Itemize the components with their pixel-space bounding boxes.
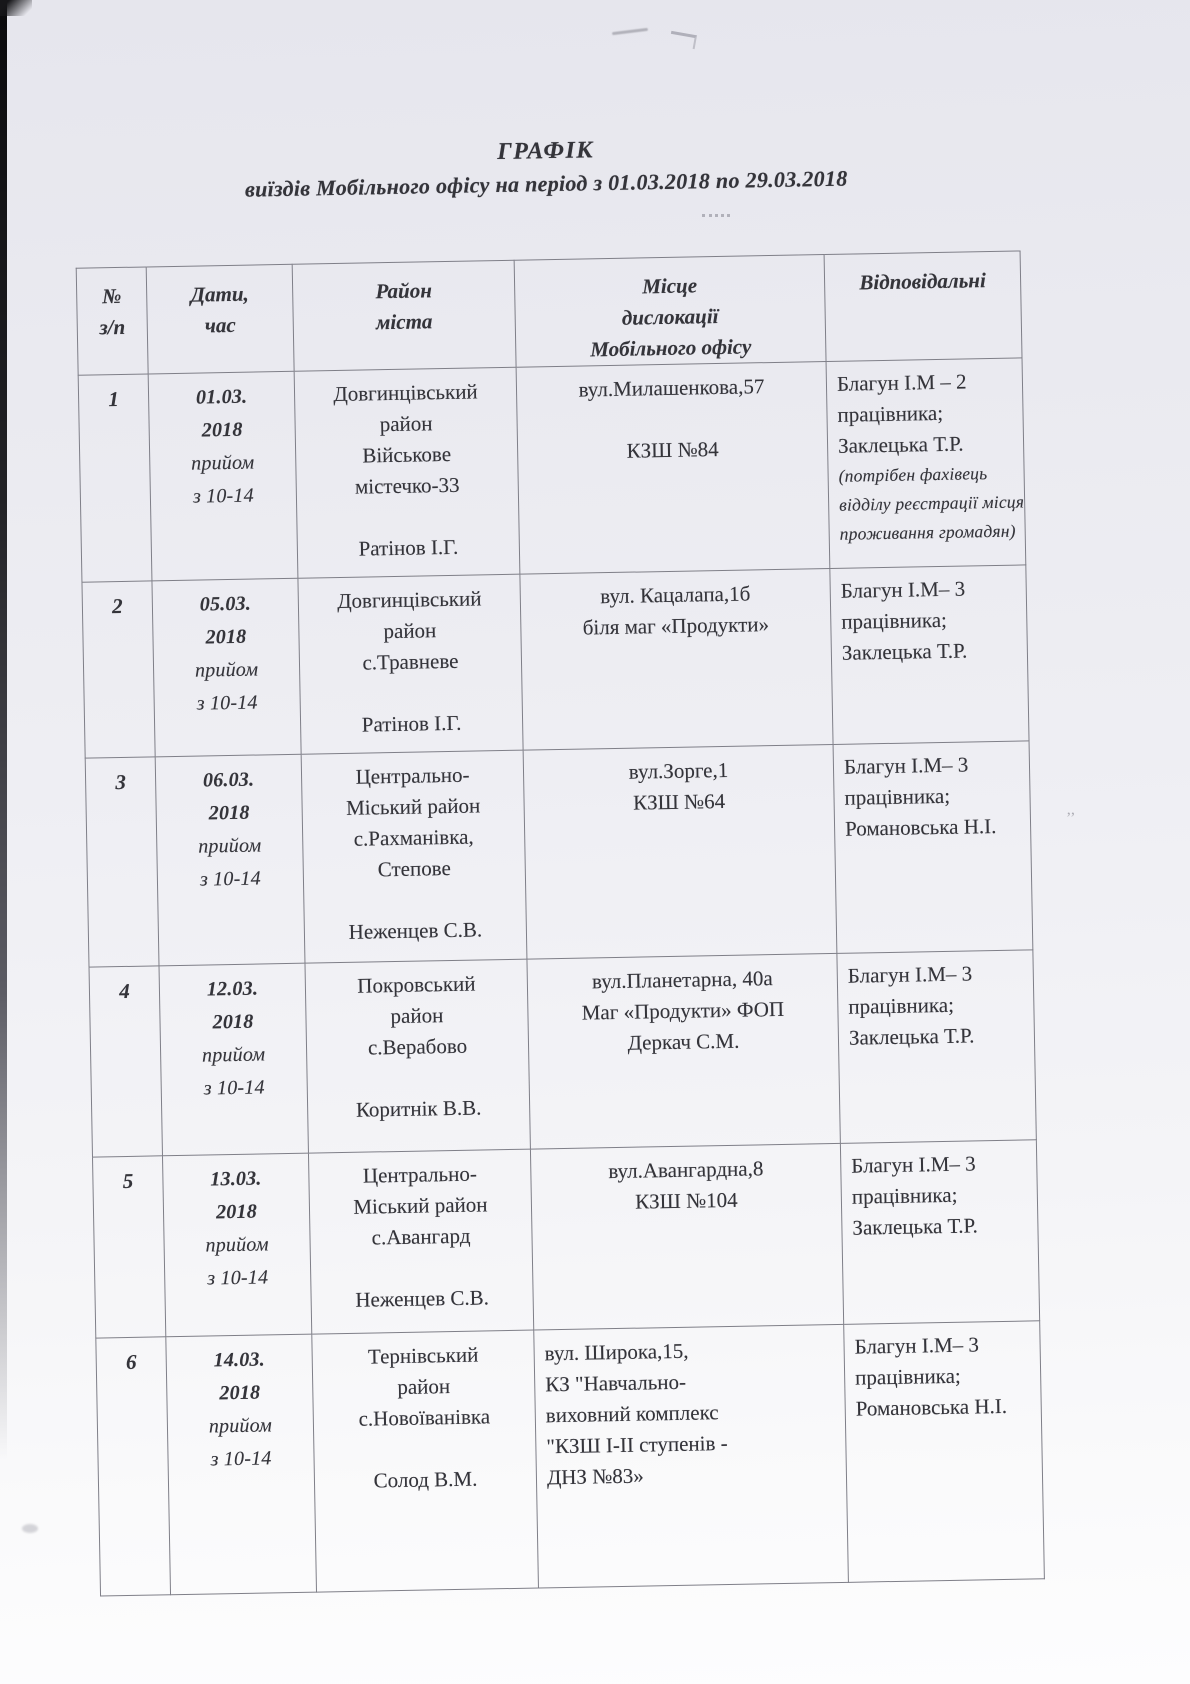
- text-line: з 10-14: [199, 867, 262, 891]
- text-line: прийом: [190, 451, 255, 475]
- district-cell: [301, 750, 527, 963]
- text-line: Ратінов І.Г.: [361, 710, 462, 737]
- smudge-mark: ’’: [1066, 810, 1076, 827]
- text-line: працівника;: [841, 607, 948, 634]
- text-line: КЗШ №84: [626, 437, 719, 463]
- text-line: міста: [375, 309, 433, 335]
- schedule-row: [92, 1140, 1039, 1338]
- text-line: прийом: [208, 1414, 273, 1438]
- text-line: з 10-14: [207, 1266, 269, 1290]
- responsible-cell: [840, 1140, 1039, 1325]
- text-line: ДНЗ №83»: [546, 1463, 644, 1490]
- text-line: з 10-14: [192, 484, 255, 508]
- header-date-time: [146, 264, 294, 374]
- row-number-cell: [85, 757, 159, 967]
- text-line: район: [379, 411, 433, 437]
- row-number-cell: [89, 966, 162, 1157]
- text-line: прийом: [198, 834, 262, 858]
- header-location: [514, 255, 826, 368]
- text-line: проживання громадян): [839, 520, 1016, 544]
- text-line: 2018: [212, 1010, 254, 1034]
- header-responsible: [824, 251, 1022, 362]
- blank-line: [297, 500, 519, 535]
- text-line: 12.03.: [206, 977, 259, 1001]
- text-line: Романовська Н.І.: [855, 1393, 1008, 1421]
- text-line: Центрально-: [362, 1161, 478, 1188]
- date-time-cell: [162, 1153, 311, 1337]
- text-line: 3: [115, 769, 127, 795]
- text-line: Довгинцівський: [336, 586, 482, 614]
- text-line: 2: [111, 593, 123, 619]
- location-cell: [520, 568, 833, 750]
- text-line: працівника;: [848, 992, 955, 1019]
- text-line: Благун І.М – 2: [836, 369, 967, 396]
- text-line: район: [390, 1003, 444, 1029]
- responsible-cell: [830, 565, 1029, 745]
- text-line: Благун І.М– 3: [840, 576, 966, 603]
- row-number-cell: [96, 1337, 171, 1596]
- location-cell: [530, 1143, 843, 1330]
- date-time-cell: [152, 578, 301, 757]
- text-line: "КЗШ І-ІІ ступенів -: [546, 1431, 728, 1459]
- blank-line: [311, 1251, 533, 1286]
- text-line: прийом: [194, 658, 259, 682]
- text-line: район: [383, 618, 437, 644]
- text-line: 5: [122, 1168, 134, 1194]
- text-line: працівника;: [837, 400, 944, 427]
- row-number-cell: [78, 374, 152, 582]
- text-line: дислокації: [621, 303, 719, 330]
- header-row-number: [76, 267, 148, 375]
- blank-line: [307, 1061, 529, 1096]
- smudge-mark: [669, 31, 697, 49]
- text-line: Коритнік В.В.: [355, 1095, 482, 1122]
- responsible-cell: [837, 950, 1036, 1144]
- text-line: 2018: [208, 801, 250, 825]
- text-line: с.Верабово: [367, 1033, 468, 1060]
- text-line: час: [204, 312, 236, 338]
- schedule-table-body: [78, 358, 1044, 1596]
- text-line: Ратінов І.Г.: [358, 534, 459, 561]
- district-cell: [308, 1149, 533, 1334]
- text-line: 13.03.: [210, 1167, 262, 1191]
- scanned-content: [73, 127, 1043, 1596]
- scanner-edge-shadow: [0, 0, 7, 1460]
- text-line: Неженцев С.В.: [348, 917, 483, 944]
- district-cell: [294, 367, 520, 578]
- blank-line: [300, 676, 522, 711]
- text-line: працівника;: [854, 1363, 961, 1390]
- blank-line: [314, 1432, 536, 1467]
- scanner-corner-shadow: [0, 0, 32, 16]
- schedule-row: [85, 741, 1033, 967]
- blank-line: [304, 883, 526, 918]
- schedule-row: [89, 950, 1036, 1157]
- date-time-cell: [148, 371, 298, 581]
- text-line: Міський район: [345, 793, 481, 820]
- text-line: 6: [125, 1349, 137, 1375]
- responsible-cell: [844, 1321, 1045, 1583]
- text-line: Заклецька Т.Р.: [837, 431, 964, 458]
- text-line: КЗ "Навчально-: [545, 1369, 687, 1397]
- text-line: з 10-14: [210, 1447, 272, 1471]
- text-line: 01.03.: [195, 385, 248, 409]
- schedule-table: [76, 250, 1045, 1596]
- text-line: Заклецька Т.Р.: [852, 1213, 979, 1240]
- table-header-row: [76, 251, 1022, 375]
- text-line: Довгинцівський: [333, 379, 478, 407]
- text-line: вул.Планетарна, 40а: [591, 966, 773, 994]
- header-district: [292, 260, 516, 371]
- schedule-row: [96, 1321, 1045, 1596]
- text-line: вул.Милашенкова,57: [578, 374, 765, 402]
- smudge-mark: [612, 28, 648, 35]
- text-line: вул.Авангардна,8: [608, 1156, 764, 1184]
- text-line: Заклецька Т.Р.: [841, 638, 968, 665]
- district-cell: [298, 574, 523, 754]
- text-line: Неженцев С.В.: [355, 1285, 490, 1312]
- document-subtitle: виїздів Мобільного офісу на період з 01.03.2018 по 29.03.2018: [244, 165, 848, 202]
- location-cell: [534, 1324, 849, 1588]
- text-line: Благун І.М– 3: [854, 1332, 980, 1359]
- text-line: Мобільного офісу: [590, 334, 752, 362]
- text-line: прийом: [201, 1043, 266, 1067]
- text-line: район: [397, 1374, 451, 1400]
- text-line: Міський район: [353, 1192, 488, 1219]
- text-line: Центрально-: [355, 762, 470, 789]
- text-line: Солод В.М.: [373, 1466, 478, 1493]
- text-line: 05.03.: [199, 592, 252, 616]
- district-cell: [312, 1330, 539, 1592]
- location-cell: [516, 362, 830, 575]
- text-line: (потрібен фахівець: [838, 463, 988, 486]
- responsible-cell: [826, 358, 1026, 569]
- text-line: вул. Кацалапа,1б: [600, 581, 751, 609]
- text-line: з 10-14: [196, 691, 258, 715]
- text-line: Військове: [362, 441, 452, 468]
- text-line: виховний комплекс: [545, 1400, 719, 1428]
- text-line: с.Новоїванівка: [358, 1404, 491, 1431]
- responsible-note: [838, 459, 1025, 549]
- text-line: 2018: [215, 1200, 258, 1224]
- text-line: 2018: [219, 1381, 261, 1405]
- row-number-cell: [82, 581, 155, 758]
- schedule-row: [82, 565, 1029, 758]
- text-line: №: [101, 283, 122, 309]
- text-line: 2018: [201, 418, 243, 442]
- text-line: 1: [108, 386, 120, 412]
- text-line: Заклецька Т.Р.: [848, 1023, 975, 1050]
- text-line: 14.03.: [213, 1348, 266, 1372]
- smudge-mark: [22, 1524, 38, 1533]
- text-line: 06.03.: [202, 768, 255, 792]
- district-cell: [305, 959, 530, 1153]
- date-time-cell: [155, 754, 305, 966]
- text-line: с.Авангард: [371, 1223, 471, 1250]
- text-line: Благун І.М– 3: [843, 752, 969, 779]
- text-line: працівника;: [851, 1182, 958, 1209]
- text-line: відділу реєстрації місця: [838, 491, 1025, 515]
- text-line: Степове: [377, 855, 452, 882]
- text-line: Благун І.М– 3: [847, 961, 973, 988]
- text-line: вул.Зорге,1: [628, 757, 729, 784]
- text-line: 4: [118, 978, 130, 1004]
- location-cell: [527, 953, 840, 1149]
- text-line: 2018: [205, 625, 247, 649]
- text-line: Деркач С.М.: [627, 1028, 740, 1055]
- text-line: Благун І.М– 3: [851, 1151, 976, 1178]
- text-line: працівника;: [844, 783, 951, 810]
- text-line: вул. Широка,15,: [544, 1338, 689, 1366]
- text-line: Романовська Н.І.: [844, 813, 997, 841]
- text-line: Район: [375, 278, 433, 304]
- text-line: прийом: [205, 1233, 269, 1257]
- text-line: с.Травневе: [362, 648, 459, 675]
- schedule-row: [78, 358, 1026, 582]
- date-time-cell: [159, 963, 308, 1156]
- text-line: Відповідальні: [859, 268, 987, 295]
- row-number-cell: [92, 1156, 165, 1338]
- text-line: КЗШ №104: [634, 1187, 738, 1214]
- location-cell: [523, 744, 837, 959]
- text-line: з/п: [99, 314, 126, 340]
- text-line: Тернівський: [367, 1342, 479, 1369]
- text-line: Покровський: [357, 971, 476, 998]
- text-line: с.Рахманівка,: [353, 824, 474, 851]
- document-title: ГРАФІК: [496, 137, 595, 166]
- text-line: містечко-33: [354, 472, 460, 499]
- date-time-cell: [166, 1334, 317, 1595]
- text-line: Дати,: [190, 281, 249, 307]
- text-line: Місце: [641, 273, 698, 299]
- text-line: з 10-14: [203, 1076, 265, 1100]
- responsible-cell: [833, 741, 1033, 954]
- text-line: Маг «Продукти» ФОП: [581, 996, 785, 1025]
- text-line: біля маг «Продукти»: [582, 612, 770, 640]
- text-line: КЗШ №64: [632, 788, 726, 815]
